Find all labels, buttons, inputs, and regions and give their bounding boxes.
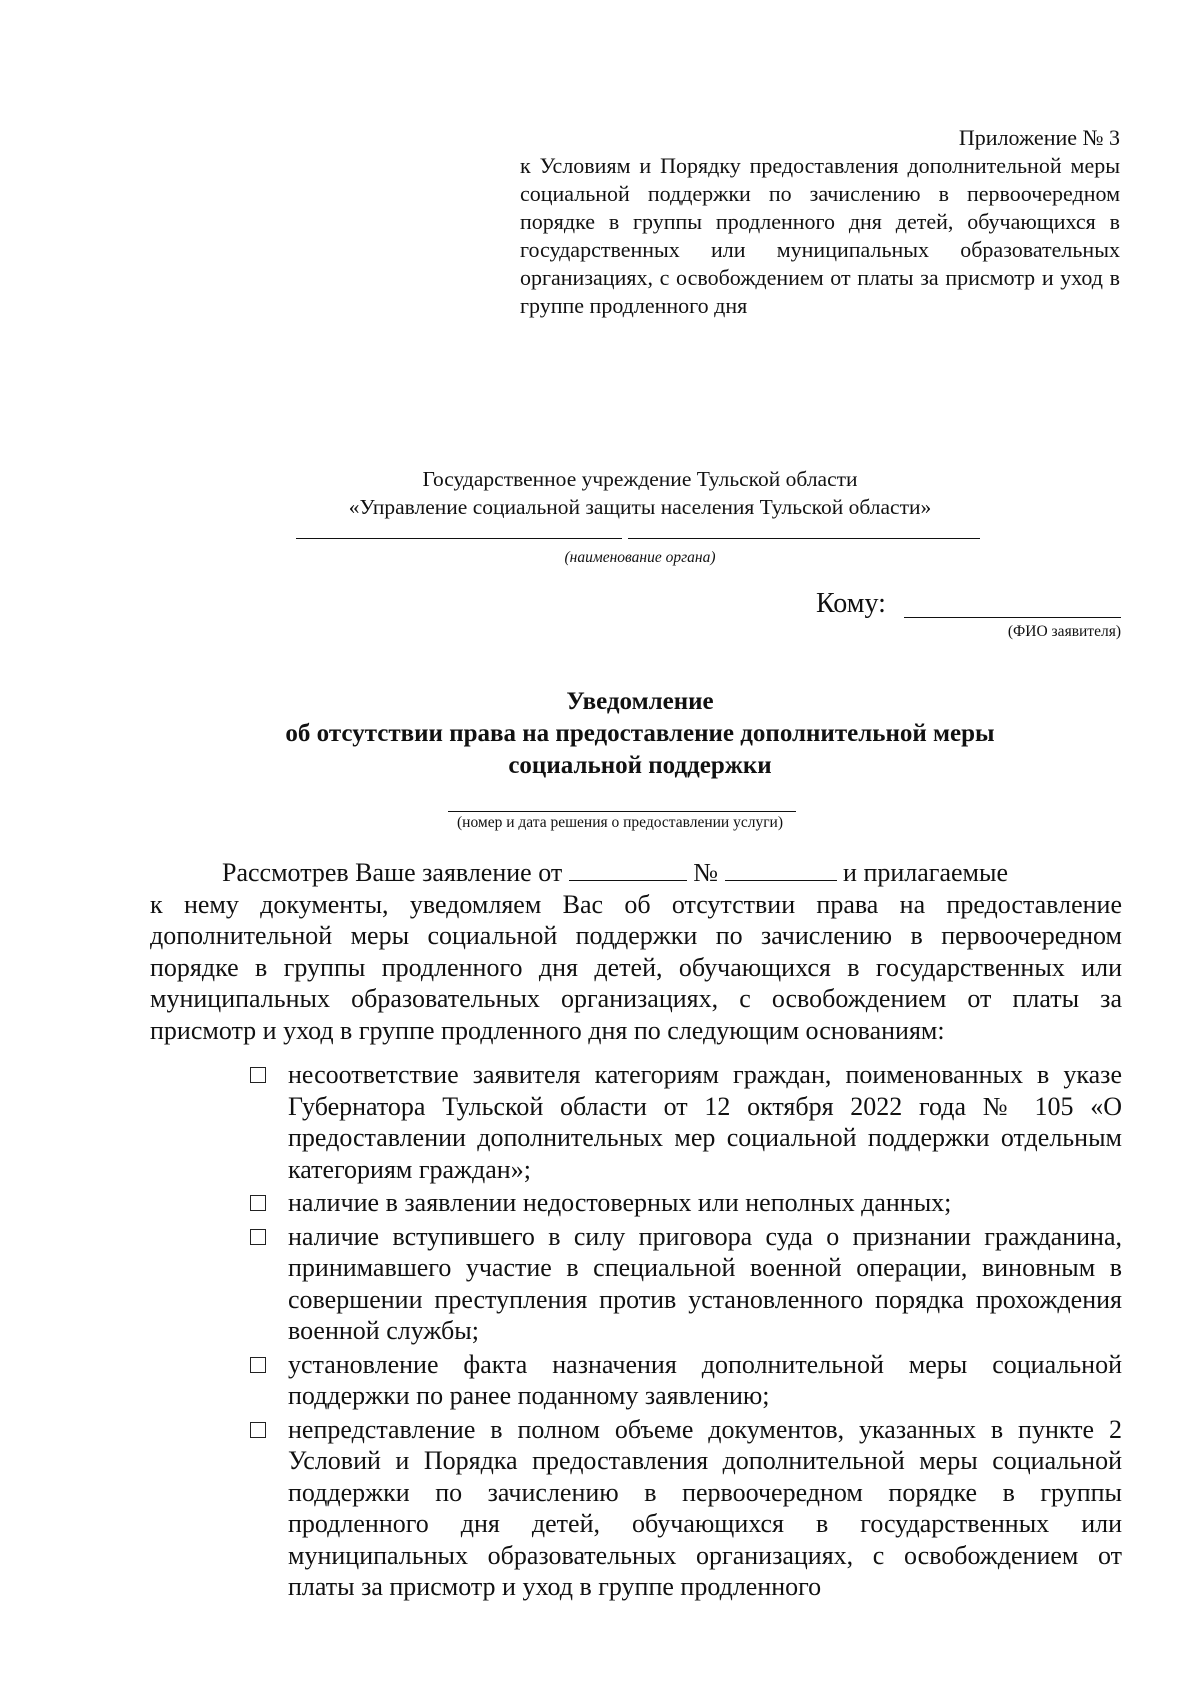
reason-text: наличие в заявлении недостоверных или неполных данных; [288,1188,952,1217]
appendix-text: к Условиям и Порядку предоставления дополнительной меры социальной поддержки по зачислению в первоочередном порядке в группы продленного дня детей, обучающихся в государственных или муниципальных образовательных организациях, с освобождением от платы за присмотр и уход в группе продленного дня [520,153,1120,318]
decision-field-line[interactable] [448,811,796,812]
application-number-field[interactable] [725,858,837,881]
recipient-caption: (ФИО заявителя) [1007,623,1121,640]
notice-first-line [150,857,1122,889]
application-date-field[interactable] [569,858,687,881]
reason-item [250,1349,1122,1412]
organization-line-1: Государственное учреждение Тульской области [422,467,858,491]
organization-line-2: «Управление социальной защиты населения Тульской области» [348,495,932,519]
reason-item [250,1187,1122,1219]
appendix-number: Приложение № 3 [958,125,1120,150]
recipient-field-line[interactable] [904,617,1121,618]
reason-item [250,1221,1122,1347]
decision-caption: (номер и дата решения о предоставлении услуги) [456,814,784,831]
reason-text: наличие вступившего в силу приговора суда о признании гражданина, принимавшего участие в специальной военной операции, виновным в совершении преступления против установленного порядка прохождения военной службы; [288,1221,1122,1345]
reason-checkbox[interactable] [250,1229,266,1245]
reason-checkbox[interactable] [250,1067,266,1083]
document-title [150,686,1130,782]
title-line-1: Уведомление [566,688,714,715]
reason-checkbox[interactable] [250,1195,266,1211]
title-line-3: социальной поддержки [508,752,772,779]
reason-item [250,1059,1122,1185]
notice-body-rest: к нему документы, уведомляем Вас об отсутствии права на предоставление дополнительной меры социальной поддержки по зачислению в первоочередном порядке в группы продленного дня детей, обучающихся в государственных или муниципальных образовательных организациях, с освобождением от платы за присмотр и уход в группе продленного дня по следующим основаниям: [150,889,1122,1045]
body-part-1: Рассмотрев Ваше заявление от [222,858,563,887]
appendix-header [520,124,1120,320]
reason-checkbox[interactable] [250,1422,266,1438]
organization-underline-right [628,538,980,539]
reason-text: несоответствие заявителя категориям граждан, поименованных в указе Губернатора Тульской области от 12 октября 2022 года № 105 «О предоставлении дополнительных мер социальной поддержки отдельным категориям граждан»; [288,1060,1122,1184]
organization-name [210,465,1070,521]
reason-text: непредставление в полном объеме документов, указанных в пункте 2 Условий и Порядка предоставления дополнительной меры социальной поддержки по зачислению в первоочередном порядке в группы продленного дня детей, обучающихся в государственных или муниципальных образовательных организациях, с освобождением от платы за присмотр и уход в группе продленного [288,1414,1122,1601]
recipient-label: Кому: [816,588,886,619]
notice-body [150,857,1122,1046]
reason-checkbox[interactable] [250,1357,266,1373]
reasons-list [250,1059,1122,1603]
organization-underline-left [296,538,622,539]
title-line-2: об отсутствии права на предоставление дополнительной меры [285,720,995,747]
reason-text: установление факта назначения дополнительной меры социальной поддержки по ранее поданному заявлению; [288,1349,1122,1410]
body-part-2: № [693,858,719,887]
organization-caption: (наименование органа) [564,549,716,566]
body-part-3: и прилагаемые [843,858,1009,887]
reason-item [250,1414,1122,1603]
